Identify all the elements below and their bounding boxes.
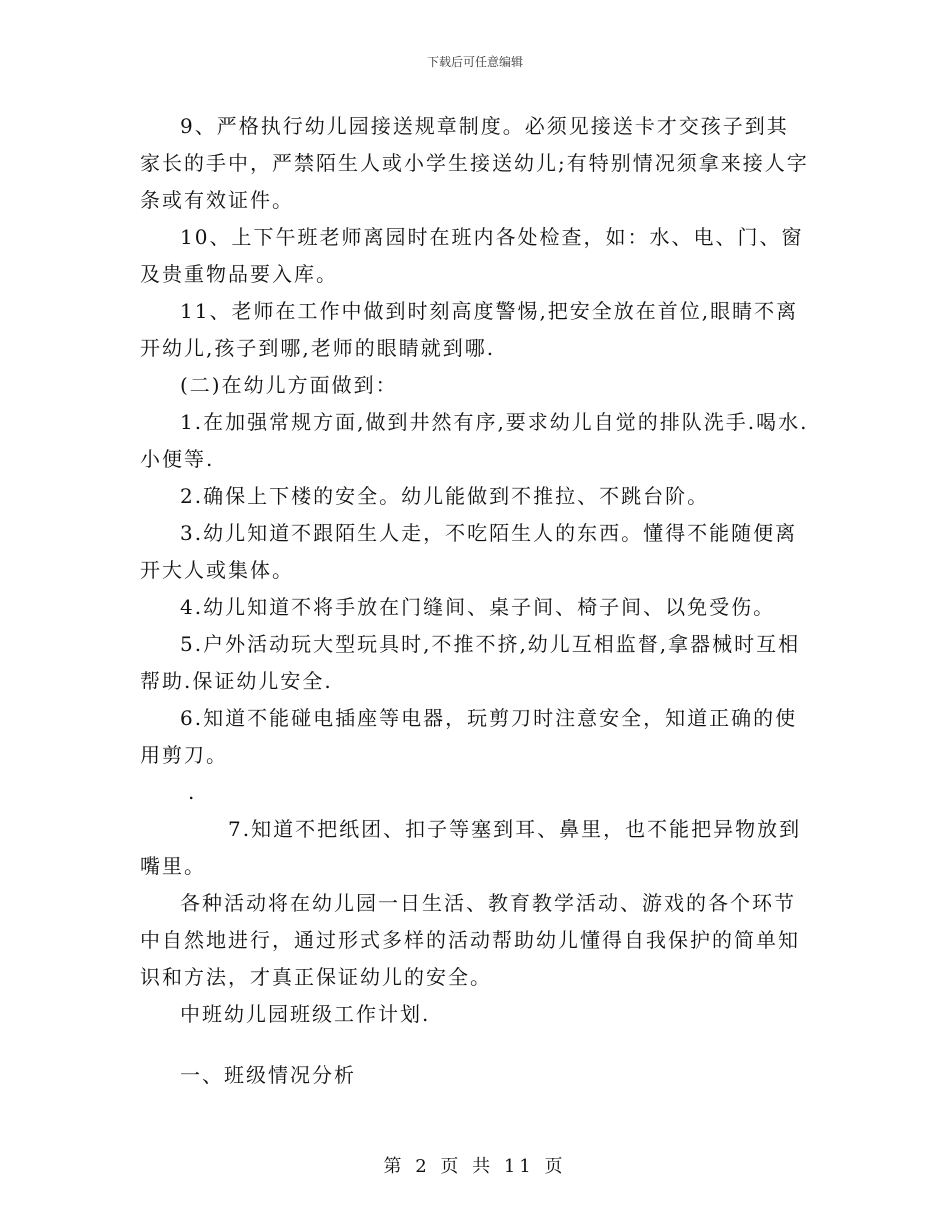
- paragraph-item-10: 10、上下午班老师离园时在班内各处检查，如：水、电、门、窗及贵重物品要入库。: [140, 225, 804, 286]
- spacer: [140, 1045, 810, 1057]
- paragraph-child-1: 1.在加强常规方面,做到井然有序,要求幼儿自觉的排队洗手.喝水.小便等.: [140, 410, 809, 471]
- paragraph-child-7: 7.知道不把纸团、扣子等塞到耳、鼻里，也不能把异物放到嘴里。: [140, 817, 802, 878]
- document-body: [140, 108, 810, 1094]
- paragraph-child-2: 2.确保上下楼的安全。幼儿能做到不推拉、不跳台阶。: [180, 484, 710, 508]
- spacer: [140, 1033, 810, 1045]
- paragraph-item-11: 11、老师在工作中做到时刻高度警惕,把安全放在首位,眼睛不离开幼儿,孩子到哪,老师的眼睛就到哪.: [140, 299, 799, 360]
- subheading-children: (二)在幼儿方面做到：: [180, 373, 398, 397]
- paragraph-child-4: 4.幼儿知道不将手放在门缝间、桌子间、椅子间、以免受伤。: [180, 595, 776, 619]
- paragraph-summary: 各种活动将在幼儿园一日生活、教育教学活动、游戏的各个环节中自然地进行，通过形式多样的活动帮助幼儿懂得自我保护的简单知识和方法，才真正保证幼儿的安全。: [140, 891, 800, 989]
- page-header: 下载后可任意编辑: [426, 55, 523, 69]
- paragraph-plan-title: 中班幼儿园班级工作计划.: [180, 1002, 431, 1026]
- section-heading: 一、班级情况分析: [180, 1063, 356, 1087]
- page-footer: 第 2 页 共 11 页: [383, 1156, 567, 1177]
- paragraph-item-9: 9、严格执行幼儿园接送规章制度。必须见接送卡才交孩子到其家长的手中，严禁陌生人或小学生接送幼儿;有特别情况须拿来接人字条或有效证件。: [140, 114, 809, 212]
- paragraph-child-3: 3.幼儿知道不跟陌生人走，不吃陌生人的东西。懂得不能随便离开大人或集体。: [140, 521, 798, 582]
- stray-dot: .: [188, 780, 195, 804]
- paragraph-child-5: 5.户外活动玩大型玩具时,不推不挤,幼儿互相监督,拿器械时互相帮助.保证幼儿安全.: [140, 632, 801, 693]
- paragraph-child-6: 6.知道不能碰电插座等电器，玩剪刀时注意安全，知道正确的使用剪刀。: [140, 706, 798, 767]
